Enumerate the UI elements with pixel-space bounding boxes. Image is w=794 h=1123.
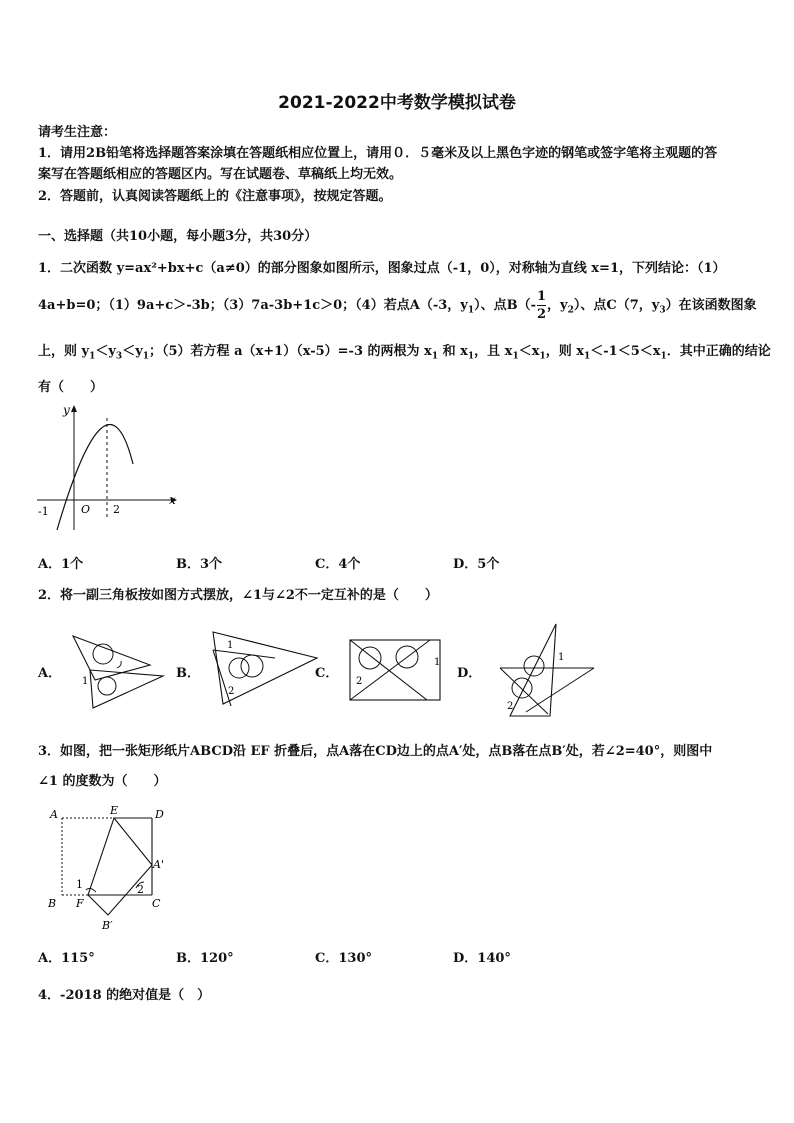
svg-text:1: 1: [82, 676, 89, 687]
q1-option-a[interactable]: A．1个: [38, 557, 84, 572]
q2-figure-b: [205, 628, 325, 710]
q2-figure-c: [345, 636, 450, 706]
svg-text:C: C: [152, 897, 161, 910]
notice-item-1b: 案写在答题纸相应的答题区内。写在试题卷、草稿纸上均无效。: [38, 167, 403, 182]
q1-line-2: 4a+b=0；（1）9a+c＞-3b；（3）7a-3b+1c＞0；（4）若点A（-3，$y_1$）、点B（- $\frac{1}{2}$ ，$y_2$）、点C（7，$y_3$）在该函数图象: [38, 289, 757, 322]
svg-text:F: F: [76, 897, 84, 910]
notice-heading: 请考生注意：: [38, 125, 117, 140]
y-label: y: [63, 403, 70, 417]
svg-text:B: B: [48, 897, 57, 910]
section-heading: 一、选择题（共10小题，每小题3分，共30分）: [38, 229, 318, 244]
q2-option-d-label[interactable]: D．: [457, 666, 482, 681]
svg-text:1: 1: [227, 640, 234, 651]
q2-text: 2．将一副三角板按如图方式摆放，∠1与∠2不一定互补的是（ ）: [38, 588, 438, 603]
q3-option-c[interactable]: C．130°: [315, 951, 372, 966]
tick-neg1: -1: [38, 505, 49, 518]
q1-parabola-graph: [35, 400, 185, 535]
q2-option-a-label[interactable]: A．: [38, 666, 62, 681]
q3-line-2: ∠1 的度数为（ ）: [38, 774, 167, 789]
q3-option-b[interactable]: B．120°: [176, 951, 234, 966]
q1-option-b[interactable]: B．3个: [176, 557, 223, 572]
svg-text:2: 2: [228, 686, 235, 697]
q1-line-3: 上，则 $y_1<y_3<y_1$；（5）若方程 a（x+1）（x-5）=-3 的两根为 $x_1$ 和 $x_1$，且 $x_1<x_1$，则 $x_1<-1<5<x_1$．其中正确的结论: [38, 344, 771, 362]
page-title: 2021-2022中考数学模拟试卷: [278, 93, 516, 113]
svg-text:1: 1: [558, 652, 565, 663]
svg-text:2: 2: [507, 701, 514, 712]
svg-text:A: A: [50, 808, 58, 821]
x-label: x: [169, 493, 176, 507]
svg-text:1: 1: [76, 878, 83, 891]
q1-line-4: 有（ ）: [38, 380, 104, 395]
q2-figure-a: [65, 630, 170, 710]
svg-text:2: 2: [137, 883, 144, 896]
q2-option-b-label[interactable]: B．: [176, 666, 200, 681]
notice-item-1a: 1．请用2B铅笔将选择题答案涂填在答题纸相应位置上，请用０．５毫米及以上黑色字迹的钢笔或签字笔将主观题的答: [38, 146, 718, 161]
notice-item-2: 2．答题前，认真阅读答题纸上的《注意事项》，按规定答题。: [38, 189, 392, 204]
q3-rectangle-fold-figure: [40, 800, 180, 935]
svg-text:B′: B′: [102, 919, 113, 932]
q1-line-1: 1．二次函数 y=ax²+bx+c（a≠0）的部分图象如图所示，图象过点（-1，0），对称轴为直线 x=1，下列结论：（1）: [38, 261, 726, 276]
q4-text: 4．-2018 的绝对值是（ ）: [38, 988, 211, 1003]
svg-text:1: 1: [434, 657, 441, 668]
svg-text:E: E: [110, 804, 119, 817]
svg-text:2: 2: [356, 676, 363, 687]
y-axis-arrow: [71, 405, 77, 412]
q3-option-d[interactable]: D．140°: [453, 951, 511, 966]
parabola-curve: [57, 425, 133, 530]
tick-2: 2: [113, 503, 120, 516]
svg-text:D: D: [155, 808, 164, 821]
origin-label: O: [81, 503, 91, 516]
q1-option-d[interactable]: D．5个: [453, 557, 500, 572]
q2-figure-d: [490, 620, 600, 720]
q1-option-c[interactable]: C．4个: [315, 557, 361, 572]
fraction-one-half: $\frac{1}{2}$: [536, 289, 547, 322]
q2-option-c-label[interactable]: C．: [315, 666, 339, 681]
q3-line-1: 3．如图，把一张矩形纸片ABCD沿 EF 折叠后，点A落在CD边上的点A′处，点B落在点B′处，若∠2=40°，则图中: [38, 744, 713, 759]
svg-text:A': A': [153, 858, 164, 871]
q3-option-a[interactable]: A．115°: [38, 951, 95, 966]
